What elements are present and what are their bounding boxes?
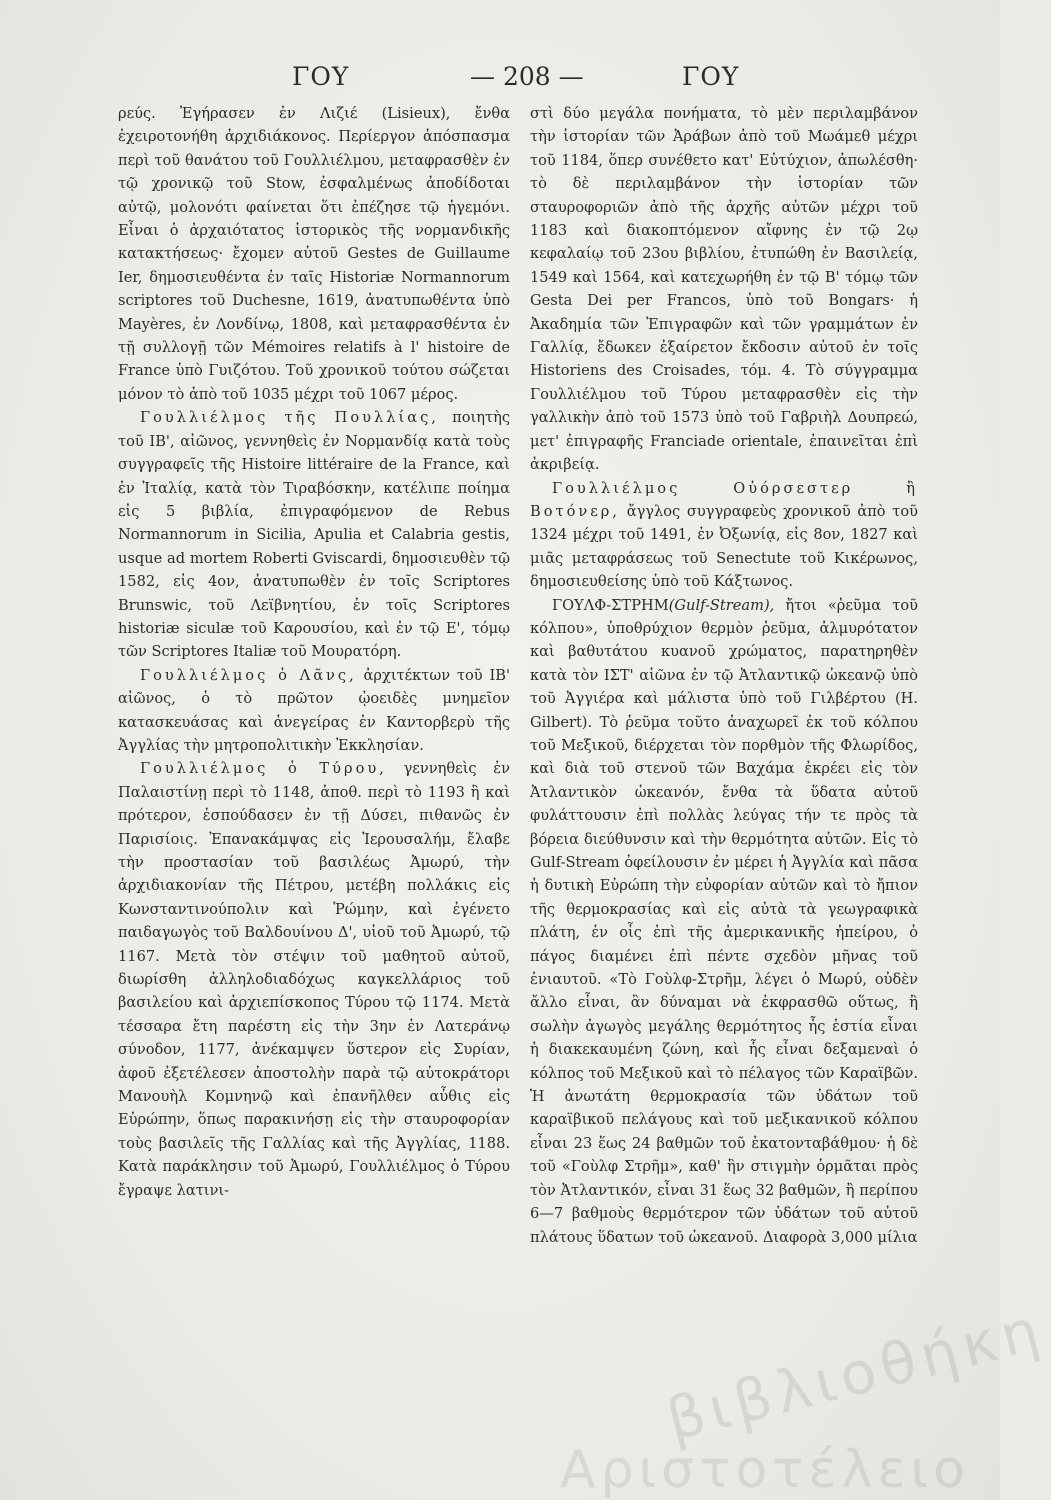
entry-continuation-text: στὶ δύο μεγάλα πονήματα, τὸ μὲν περιλαμβάνον τὴν ἱστορίαν τῶν Ἀράβων ἀπὸ τοῦ Μωάμεθ μέχρι τοῦ 1184, ὅπερ συνέθετο κατ' Εὐτύχιον, ἀπωλέσθη· τὸ δὲ περιλαμβάνον τὴν ἱστορίαν τῶν σταυροφοριῶν ἀπὸ τῆς ἀρχῆς αὐτῶν μέχρι τοῦ 1183 καὶ διακοπτόμενον αἴφνης ἐν τῷ 2ῳ κεφαλαίῳ τοῦ 23ου βιβλίου, ἐτυπώθη ἐν Βασιλείᾳ, 1549 καὶ 1564, καὶ κατεχωρήθη ἐν τῷ Β' τόμῳ τῶν Gesta Dei per Francos, ὑπὸ τοῦ Bongars· ἡ Ἀκαδημία τῶν Ἐπιγραφῶν καὶ τῶν γραμμάτων ἐν Γαλλίᾳ, ἔδωκεν ἐξαίρετον ἔκδοσιν αὐτοῦ ἐν τοῖς Historiens des Croisades, τόμ. 4. Τὸ σύγγραμμα Γουλλιέλμου τοῦ Τύρου μεταφρασθὲν εἰς τὴν γαλλικὴν ἀπὸ τοῦ 1573 ὑπὸ τοῦ Γαβριὴλ Δουπρεώ, μετ' ἐπιγραφῆς Franciade orientale, ἐπαινεῖται ἐπὶ ἀκριβείᾳ. xyxy=(530,105,918,474)
entry-headword: Γουλλιέλμος ὁ Λᾶνς, xyxy=(140,666,357,684)
running-headword-right: ΓΟΥ xyxy=(682,62,740,91)
entry-body: ἄγγλος συγγραφεὺς χρονικοῦ ἀπὸ τοῦ 1324 μέχρι τοῦ 1491, ἐν Ὀξωνίᾳ, εἰς 8ον, 1827 καὶ μιᾶς μεταφράσεως τοῦ Senectute τοῦ Κικέρωνος, δημοσιευθείσης ὑπὸ τοῦ Κάξτωνος. xyxy=(530,502,919,591)
entry-body: ἀρχιτέκτων τοῦ ΙΒ' αἰῶνος, ὁ τὸ πρῶτον ᾠοειδὲς μνημεῖον κατασκευάσας καὶ ἀνεγείρας ἐν Καντορβερὺ τῆς Ἀγγλίας τὴν μητροπολιτικὴν Ἐκκλησίαν. xyxy=(118,666,510,754)
entry-gulf-stream xyxy=(530,594,918,1249)
library-watermark: βιβλιοθήκη xyxy=(660,1294,1051,1454)
entry-headword: Γουλλιέλμος ὁ Τύρου, xyxy=(140,760,387,778)
page-header xyxy=(110,62,910,98)
running-headword-left: ΓΟΥ xyxy=(292,62,350,91)
entry-body: γεννηθεὶς ἐν Παλαιστίνῃ περὶ τὸ 1148, ἀποθ. περὶ τὸ 1193 ἢ καὶ πρότερον, ἐσπούδασεν ἐν τῇ Δύσει, πιθανῶς ἐν Παρισίοις. Ἐπανακάμψας εἰς Ἱερουσαλήμ, ἔλαβε τὴν προστασίαν τοῦ βασιλέως Ἀμωρύ, τὴν ἀρχιδιακονίαν τῆς Πέτρου, μετέβη πολλάκις εἰς Κωνσταντινούπολιν καὶ Ῥώμην, καὶ ἐγένετο παιδαγωγὸς τοῦ Βαλδουίνου Δ', υἱοῦ τοῦ Ἀμωρύ, τῷ 1167. Μετὰ τὸν στέψιν τοῦ μαθητοῦ αὐτοῦ, διωρίσθη ἀλληλοδιαδόχως καγκελλάριος τοῦ βασιλείου καὶ ἀρχιεπίσκοπος Τύρου τῷ 1174. Μετὰ τέσσαρα ἔτη παρέστη εἰς τὴν 3ην ἐν Λατεράνῳ σύνοδον, 1177, ἀνέκαμψεν ὕστερον εἰς Συρίαν, ἀφοῦ ἐξετέλεσεν ἀποστολὴν παρὰ τῷ αὐτοκράτορι Μανουὴλ Κομνηνῷ καὶ ἐπανῆλθεν αὖθις εἰς Εὐρώπην, ὅπως παρακινήσῃ εἰς τὴν σταυροφορίαν τοὺς βασιλεῖς τῆς Γαλλίας καὶ τῆς Ἀγγλίας, 1188. Κατὰ παράκλησιν τοῦ Ἀμωρύ, Γουλλιέλμος ὁ Τύρου ἔγραψε λατινι- xyxy=(118,760,510,1199)
entry-continuation-text: ρεύς. Ἐγήρασεν ἐν Λιζιέ (Lisieux), ἔνθα ἐχειροτονήθη ἀρχιδιάκονος. Περίεργον ἀπόσπασμα περὶ τοῦ θανάτου τοῦ Γουλλιέλμου, μεταφρασθὲν ἐν τῷ χρονικῷ τοῦ Stow, ἐσφαλμένως ἀποδίδοται αὐτῷ, μολονότι φαίνεται ὅτι ἐπέζησε τῷ ἡγεμόνι. Εἶναι ὁ ἀρχαιότατος ἱστορικὸς τῆς νορμανδικῆς κατακτήσεως· ἔχομεν αὐτοῦ Gestes de Guillaume Ier, δημοσιευθέντα ἐν ταῖς Historiæ Normannorum scriptores τοῦ Duchesne, 1619, ἀνατυπωθέντα ὑπὸ Mayères, ἐν Λονδίνῳ, 1808, καὶ μεταφρασθέντα ἐν τῇ συλλογῇ τῶν Mémoires relatifs à l' histoire de France ὑπὸ Γυιζότου. Τοῦ χρονικοῦ τούτου σώζεται μόνον τὸ ἀπὸ τοῦ 1035 μέχρι τοῦ 1067 μέρος. xyxy=(118,105,510,403)
left-column xyxy=(118,102,510,1202)
entry-headword: Γουλλιέλμος Οὐόρσεστερ ἢ Βοτόνερ, xyxy=(530,479,918,520)
entry-headword: Γουλλιέλμος τῆς Πουλλίας, xyxy=(140,409,439,427)
entry-gulielmus-worcester xyxy=(530,477,918,594)
entry-body: ποιητὴς τοῦ ΙΒ', αἰῶνος, γεννηθεὶς ἐν Νορμανδίᾳ κατὰ τοὺς συγγραφεῖς τῆς Histoire littéraire de la France, καὶ ἐν Ἰταλίᾳ, κατὰ τὸν Τιραβόσκην, κατέλιπε ποίημα εἰς 5 βιβλία, ἐπιγραφόμενον de Rebus Normannorum in Sicilia, Apulia et Calabria gestis, usque ad mortem Roberti Gviscardi, δημοσιευθὲν τῷ 1582, εἰς 4ον, ἀνατυπωθὲν ἐν τοῖς Scriptores Brunswic, τοῦ Λεϊβνητίου, ἐν τοῖς Scriptores historiæ siculæ τοῦ Καρουσίου, καὶ ἐν τῷ Ε', τόμῳ τῶν Scriptores Italiæ τοῦ Μουρατόρη. xyxy=(118,409,510,661)
entry-gulielmus-apulia xyxy=(118,406,510,663)
page-number: — 208 — xyxy=(470,62,584,91)
entry-headword-latin: (Gulf-Stream), xyxy=(668,596,775,614)
library-watermark-secondary: Αριστοτέλειο xyxy=(560,1440,970,1500)
right-column xyxy=(530,102,918,1249)
entry-body: ἤτοι «ῥεῦμα τοῦ κόλπου», ὑποθρύχιον θερμὸν ῥεῦμα, ἀλμυρότατον καὶ βαθυτάτου κυανοῦ χρώματος, παρατηρηθὲν κατὰ τὸν ΙΣΤ' αἰῶνα ἐν τῷ Ἀτλαντικῷ ὠκεανῷ ὑπὸ τοῦ Ἀγγιέρα καὶ μάλιστα ὑπὸ τοῦ Γιλβέρτου (H. Gilbert). Τὸ ῥεῦμα τοῦτο ἀναχωρεῖ ἐκ τοῦ κόλπου τοῦ Μεξικοῦ, διέρχεται τὸν πορθμὸν τῆς Φλωρίδος, καὶ διὰ τοῦ στενοῦ τῶν Βαχάμα ἐκρέει εἰς τὸν Ἀτλαντικὸν ὠκεανόν, ἔνθα τὰ ὕδατα αὐτοῦ φυλάττουσιν ἐπὶ πολλὰς λεύγας τήν τε πρὸς τὰ βόρεια διεύθυνσιν καὶ τὴν θερμότητα αὐτῶν. Εἰς τὸ Gulf-Stream ὀφείλουσιν ἐν μέρει ἡ Ἀγγλία καὶ πᾶσα ἡ δυτικὴ Εὐρώπη τὴν εὐφορίαν αὐτῶν καὶ τὸ ἤπιον τῆς θερμοκρασίας καὶ εἰς αὐτὰ τὰ γεωγραφικὰ πλάτη, ἐν οἷς ἐπὶ τῆς ἀμερικανικῆς ἠπείρου, ὁ πάγος διαμένει ἐπὶ πέντε σχεδὸν μῆνας τοῦ ἐνιαυτοῦ. «Τὸ Γοὺλφ-Στρῆμ, λέγει ὁ Μωρύ, οὐδὲν ἄλλο εἶναι, ἂν δύναμαι νὰ ἐκφρασθῶ οὕτως, ἢ σωλὴν ἀγωγὸς μεγάλης θερμότητος ἧς ἑστία εἶναι ἡ διακεκαυμένη ζώνη, καὶ ἧς εἶναι δεξαμεναὶ ὁ κόλπος τοῦ Μεξικοῦ καὶ τὸ πέλαγος τῶν Καραϊβῶν. Ἡ ἀνωτάτη θερμοκρασία τῶν ὑδάτων τοῦ καραϊβικοῦ πελάγους καὶ τοῦ μεξικανικοῦ κόλπου εἶναι 23 ἕως 24 βαθμῶν τοῦ ἑκατονταβάθμου· ἡ δὲ τοῦ «Γοὺλφ Στρῆμ», καθ' ἣν στιγμὴν ὁρμᾶται πρὸς τὸν Ἀτλαντικόν, εἶναι 31 ἕως 32 βαθμῶν, ἢ περίπου 6—7 βαθμοὺς θερμότερον τῶν ὑδάτων τοῦ αὐτοῦ πλάτους ὕδατων τοῦ ὠκεανοῦ. Διαφορὰ 3,000 μίλια xyxy=(530,596,918,1246)
entry-gulielmus-tyre xyxy=(118,757,510,1202)
entry-gulielmus-lans xyxy=(118,664,510,758)
entry-headword: ΓΟΥΛΦ-ΣΤΡΗΜ xyxy=(552,596,669,614)
